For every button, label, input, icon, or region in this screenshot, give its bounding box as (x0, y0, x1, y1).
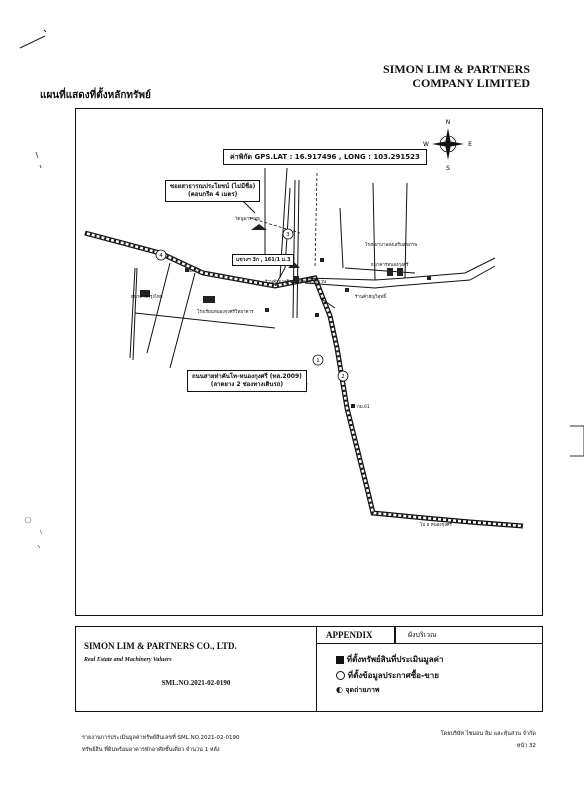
company-box-subtitle: Real Estate and Machinery Valuers (84, 657, 172, 663)
legend-item-market (336, 669, 439, 682)
compass-n: N (445, 119, 451, 126)
building-icon (387, 268, 393, 276)
info-panel (75, 626, 543, 712)
camera-point-icon: ◐ (336, 685, 343, 694)
company-box-name: SIMON LIM & PARTNERS CO., LTD. (84, 641, 237, 651)
footer-page: หน้า 32 (516, 743, 536, 749)
filled-square-icon (336, 656, 344, 664)
compass-e: E (468, 141, 472, 148)
shop-icon (320, 258, 324, 262)
building-icon (203, 296, 215, 303)
company-box-ref: SML.NO.2021-02-0190 (161, 679, 231, 687)
soi-label-line2: (คอนกรีต 4 เมตร) (187, 191, 238, 198)
footer-left (82, 734, 240, 754)
circle-marker-icon (336, 671, 345, 680)
soi-label (165, 180, 260, 202)
company-box (76, 627, 317, 711)
office-label: ธนาคารหนองกุงศรี (371, 263, 409, 268)
subject-label: แขวงฯ 3ก , 161/1 ม.3 (232, 254, 294, 266)
footer-company: โดยบริษัท ไซมอน ลิม และหุ้นส่วน จำกัด (440, 731, 536, 737)
soi-label-line1: ซอยสาธารณประโยชน์ (ไม่มีชื่อ) (170, 183, 256, 190)
legend-item-subject (336, 653, 444, 666)
location-map (75, 108, 543, 616)
marker-3-label: 4 (159, 253, 163, 259)
legend-subject-label: ที่ตั้งทรัพย์สินที่ประเมินมูลค่า (346, 655, 444, 664)
footer-right (441, 730, 536, 750)
company-name-line1: SIMON LIM & PARTNERS (382, 62, 530, 76)
legend-market-label: ที่ตั้งข้อมูลประกาศซื้อ-ขาย (347, 671, 439, 680)
km-marker-icon (351, 404, 355, 408)
seven-label: เซเว่นอีเลฟเว่น (297, 280, 327, 285)
temple-label: วัดนูพาราสุข (235, 217, 260, 222)
shop-icon (345, 288, 349, 292)
marker-1-label: 1 (316, 358, 320, 364)
dept-label: ร้านค้ามาลูฐิจ (265, 280, 292, 285)
to-nongkungsri-label: ไป อ.หนองกุงศรี (420, 523, 452, 528)
compass-rose (423, 119, 472, 172)
building-icon (397, 268, 403, 276)
marker-4-label: 3 (286, 232, 290, 238)
road-label-line1: ถนนสายท่าคันโท-หนองกุงศรี (ทล.2009) (192, 373, 302, 380)
legend-photo-label: จุดถ่ายภาพ (345, 686, 380, 694)
shop-icon (427, 276, 431, 280)
map-title: แผนที่แสดงที่ตั้งหลักทรัพย์ (40, 90, 151, 101)
legend-item-photo (336, 685, 380, 696)
compass-w: W (423, 141, 429, 148)
footer-report-no: รายงานการประเมินมูลค่าทรัพย์สินเลขที่ SML.NO.2021-02-0190 (82, 735, 240, 741)
km61-label: กม.61 (357, 405, 370, 410)
footer-property: ทรัพย์สิน ที่ดินพร้อมอาคารพักอาศัยชั้นเดียว จำนวน 1 หลัง (82, 747, 220, 753)
bank-label: ธนาคารกรุงไทย (131, 295, 163, 300)
road-label (187, 370, 307, 392)
appendix-divider (394, 627, 396, 643)
school-label: โรงเรียนหนองกุงศรีวิทยาคาร (197, 310, 254, 315)
compass-s: S (446, 165, 450, 172)
appendix-title: APPENDIX (326, 630, 373, 640)
health-center-label: โรงพยาบาลส่งเสริมสุขภาพ (365, 243, 418, 248)
appendix-box (316, 627, 542, 711)
marker-2-label: 2 (341, 374, 345, 380)
market-label: ร้านค้ายัญวิสุทธิ์ (355, 295, 387, 300)
company-name-line2: COMPANY LIMITED (412, 76, 530, 90)
appendix-header (316, 627, 542, 644)
appendix-subtitle: ผังบริเวณ (408, 631, 437, 639)
road-label-line2: (ลาดยาง 2 ช่องทางเดินรถ) (210, 381, 284, 388)
shop-icon (315, 313, 319, 317)
km55-label: กม.55 (187, 269, 200, 274)
gps-label: ค่าพิกัด GPS.LAT : 16.917496 , LONG : 103.291523 (223, 149, 427, 165)
shop-icon (265, 308, 269, 312)
